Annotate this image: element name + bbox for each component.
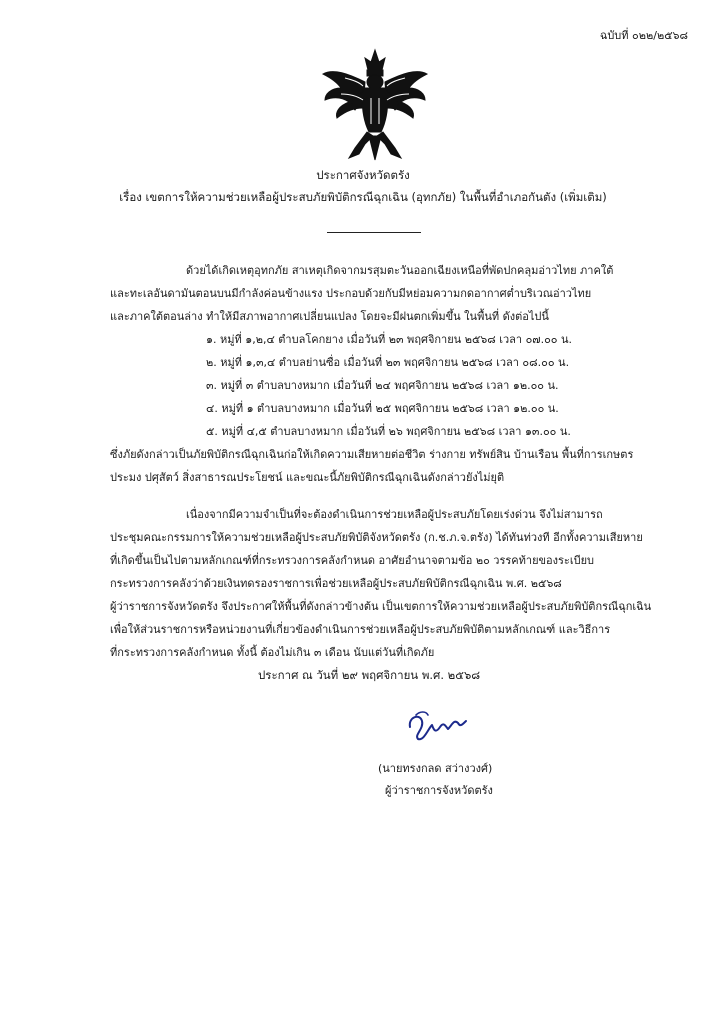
paragraph-1-line-1: ด้วยได้เกิดเหตุอุทกภัย สาเหตุเกิดจากมรสุมตะวันออกเฉียงเหนือที่พัดปกคลุมอ่าวไทย ภาคใต้ [186,264,614,277]
paragraph-2-line-3: ที่เกิดขึ้นเป็นไปตามหลักเกณฑ์ที่กระทรวงการคลังกำหนด อาศัยอำนาจตามข้อ ๒๐ วรรคท้ายของระเบียบ [110,554,595,567]
area-item-5: ๕. หมู่ที่ ๔,๕ ตำบลบางหมาก เมื่อวันที่ ๒๖ พฤศจิกายน ๒๕๖๘ เวลา ๑๓.๐๐ น. [206,425,571,438]
paragraph-2-line-1: เนื่องจากมีความจำเป็นที่จะต้องดำเนินการช่วยเหลือผู้ประสบภัยโดยเร่งด่วน จึงไม่สามารถ [186,508,603,521]
area-item-4: ๔. หมู่ที่ ๑ ตำบลบางหมาก เมื่อวันที่ ๒๕ พฤศจิกายน ๒๕๖๘ เวลา ๑๒.๐๐ น. [206,402,559,415]
paragraph-2-line-4: กระทรวงการคลังว่าด้วยเงินทดรองราชการเพื่อช่วยเหลือผู้ประสบภัยพิบัติกรณีฉุกเฉิน พ.ศ. ๒๕๖๘ [110,577,562,590]
paragraph-1-line-2: และทะเลอันดามันตอนบนมีกำลังค่อนข้างแรง ประกอบด้วยกับมีหย่อมความกดอากาศต่ำบริเวณอ่าวไทย [110,287,592,300]
title-divider [327,232,421,233]
paragraph-1-end-line-1: ซึ่งภัยดังกล่าวเป็นภัยพิบัติกรณีฉุกเฉินก่อให้เกิดความเสียหายต่อชีวิต ร่างกาย ทรัพย์สิน บ้านเรือน พื้นที่การเกษตร [110,448,634,461]
paragraph-2-line-6: เพื่อให้ส่วนราชการหรือหน่วยงานที่เกี่ยวข้องดำเนินการช่วยเหลือผู้ประสบภัยพิบัติตามหลักเกณฑ์ และวิธีการ [110,623,611,636]
paragraph-2-line-7: ที่กระทรวงการคลังกำหนด ทั้งนี้ ต้องไม่เกิน ๓ เดือน นับแต่วันที่เกิดภัย [110,646,435,659]
announcement-date: ประกาศ ณ วันที่ ๒๙ พฤศจิกายน พ.ศ. ๒๕๖๘ [258,668,481,682]
document-number: ฉบับที่ ๐๒๒/๒๕๖๘ [599,29,688,42]
paragraph-1-line-3: และภาคใต้ตอนล่าง ทำให้มีสภาพอากาศเปลี่ยนแปลง โดยจะมีฝนตกเพิ่มขึ้น ในพื้นที่ ดังต่อไปนี้ [110,310,549,323]
garuda-emblem-icon [319,48,431,164]
signer-name: (นายทรงกลด สว่างวงศ์) [378,762,493,775]
area-item-3: ๓. หมู่ที่ ๓ ตำบลบางหมาก เมื่อวันที่ ๒๔ พฤศจิกายน ๒๕๖๘ เวลา ๑๒.๐๐ น. [206,379,559,392]
paragraph-2-line-2: ประชุมคณะกรรมการให้ความช่วยเหลือผู้ประสบภัยพิบัติจังหวัดตรัง (ก.ช.ภ.จ.ตรัง) ได้ทันท่วงที อีกทั้งความเสียหาย [110,531,643,544]
announcement-subject: เรื่อง เขตการให้ความช่วยเหลือผู้ประสบภัยพิบัติกรณีฉุกเฉิน (อุทกภัย) ในพื้นที่อำเภอกันตัง (เพิ่มเติม) [119,190,607,204]
paragraph-1-end-line-2: ประมง ปศุสัตว์ สิ่งสาธารณประโยชน์ และขณะนี้ภัยพิบัติกรณีฉุกเฉินดังกล่าวยังไม่ยุติ [110,471,505,484]
signer-title: ผู้ว่าราชการจังหวัดตรัง [385,784,493,797]
handwritten-signature-icon [400,705,480,743]
paragraph-2-line-5: ผู้ว่าราชการจังหวัดตรัง จึงประกาศให้พื้นที่ดังกล่าวข้างต้น เป็นเขตการให้ความช่วยเหลือผู้ประสบภัยพิบัติกรณีฉุกเฉิน [110,600,652,613]
area-item-2: ๒. หมู่ที่ ๑,๓,๔ ตำบลย่านซื่อ เมื่อวันที่ ๒๓ พฤศจิกายน ๒๕๖๘ เวลา ๐๘.๐๐ น. [206,356,570,369]
area-item-1: ๑. หมู่ที่ ๑,๒,๔ ตำบลโคกยาง เมื่อวันที่ ๒๓ พฤศจิกายน ๒๕๖๘ เวลา ๐๗.๐๐ น. [206,333,573,346]
announcement-title: ประกาศจังหวัดตรัง [316,168,410,182]
